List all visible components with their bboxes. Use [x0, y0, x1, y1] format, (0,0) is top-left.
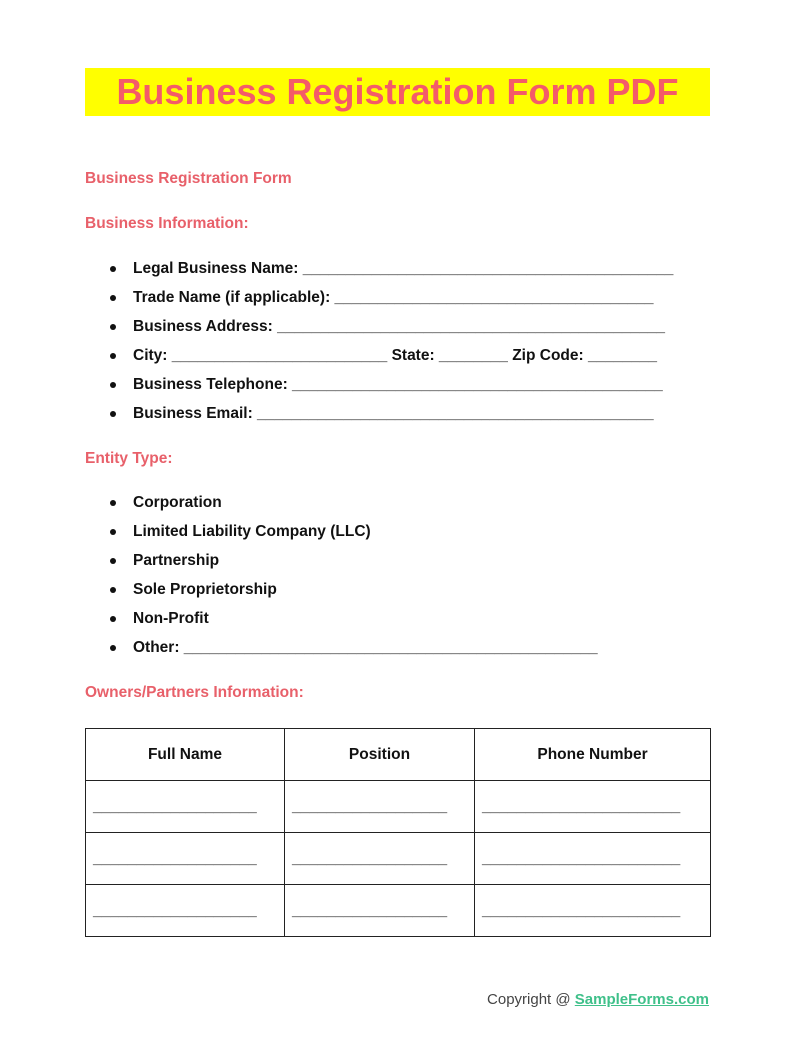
list-item — [85, 404, 710, 433]
cell-full-name: ___________________ — [86, 833, 285, 885]
table-header-row — [86, 729, 711, 781]
bullet-icon — [110, 411, 116, 417]
bullet-icon — [110, 645, 116, 651]
bullet-icon — [110, 266, 116, 272]
cell-position: __________________ — [285, 885, 475, 937]
business-information-heading: Business Information: — [85, 215, 249, 232]
bullet-icon — [110, 616, 116, 622]
title-highlight — [85, 68, 710, 116]
list-item — [85, 551, 710, 580]
form-title: Business Registration Form — [85, 170, 292, 187]
entity-type-heading: Entity Type: — [85, 450, 173, 467]
column-header-phone-number: Phone Number — [475, 729, 711, 781]
list-item — [85, 580, 710, 609]
list-item — [85, 288, 710, 317]
bullet-icon — [110, 382, 116, 388]
cell-phone-number: _______________________ — [475, 885, 711, 937]
entity-option-partnership: Partnership — [133, 552, 220, 569]
entity-option-non-profit: Non-Profit — [133, 610, 209, 627]
cell-phone-number: _______________________ — [475, 781, 711, 833]
cell-position: __________________ — [285, 833, 475, 885]
copyright-prefix: Copyright @ — [487, 991, 575, 1008]
entity-option-other: Other: ________________________________________________ — [133, 639, 598, 656]
table-row — [86, 833, 711, 885]
bullet-icon — [110, 529, 116, 535]
owners-table — [85, 728, 711, 937]
list-item — [85, 493, 710, 522]
entity-option-corporation: Corporation — [133, 494, 222, 511]
list-item — [85, 638, 710, 667]
entity-option-sole-proprietorship: Sole Proprietorship — [133, 581, 277, 598]
list-item — [85, 346, 710, 375]
cell-full-name: ___________________ — [86, 885, 285, 937]
business-information-list — [85, 259, 710, 433]
field-city-state-zip: City: _________________________ State: ________ Zip Code: ________ — [133, 347, 657, 364]
cell-position: __________________ — [285, 781, 475, 833]
list-item — [85, 609, 710, 638]
field-business-address: Business Address: _____________________________________________ — [133, 318, 666, 335]
field-legal-business-name: Legal Business Name: ___________________________________________ — [133, 260, 674, 277]
bullet-icon — [110, 295, 116, 301]
cell-full-name: ___________________ — [86, 781, 285, 833]
field-business-email: Business Email: ______________________________________________ — [133, 405, 654, 422]
bullet-icon — [110, 558, 116, 564]
column-header-full-name: Full Name — [86, 729, 285, 781]
list-item — [85, 259, 710, 288]
list-item — [85, 375, 710, 404]
table-row — [86, 781, 711, 833]
bullet-icon — [110, 500, 116, 506]
entity-option-llc: Limited Liability Company (LLC) — [133, 523, 371, 540]
field-business-telephone: Business Telephone: ___________________________________________ — [133, 376, 663, 393]
page-title: Business Registration Form PDF — [116, 71, 679, 112]
entity-type-list — [85, 493, 710, 667]
cell-phone-number: _______________________ — [475, 833, 711, 885]
table-row — [86, 885, 711, 937]
bullet-icon — [110, 324, 116, 330]
bullet-icon — [110, 587, 116, 593]
owners-heading: Owners/Partners Information: — [85, 684, 304, 701]
list-item — [85, 522, 710, 551]
column-header-position: Position — [285, 729, 475, 781]
list-item — [85, 317, 710, 346]
field-trade-name: Trade Name (if applicable): _____________________________________ — [133, 289, 654, 306]
bullet-icon — [110, 353, 116, 359]
footer-brand-link[interactable]: SampleForms.com — [574, 991, 709, 1008]
copyright-footer — [487, 991, 709, 1008]
